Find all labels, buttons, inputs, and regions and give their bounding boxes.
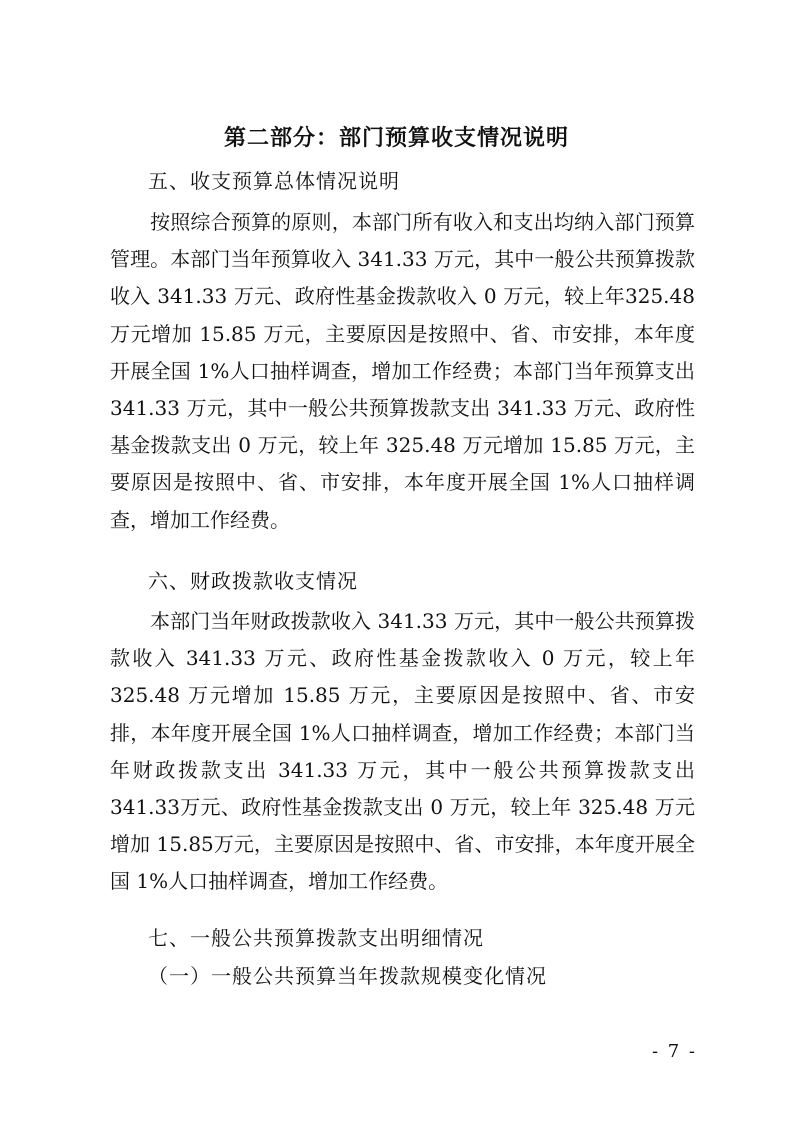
page-number: - 7 - — [651, 1041, 697, 1062]
part-title: 第二部分：部门预算收支情况说明 — [223, 125, 569, 151]
section-heading-7: 七、一般公共预算拨款支出明细情况 — [148, 926, 484, 950]
section-heading-6: 六、财政拨款收支情况 — [148, 569, 358, 593]
section-paragraph-5: 按照综合预算的原则，本部门所有收入和支出均纳入部门预算管理。本部门当年预算收入 341.33 万元，其中一般公共预算拨款收入 341.33 万元、政府性基金拨款收入 0 万元，较上年325.48 万元增加 15.85 万元，主要原因是按照中、省、市安排，本年度开展全国 1%人口抽样调查，增加工作经费；本部门当年预算支出 341.33 万元，其中一般公共预算拨款支出 341.33 万元、政府性基金拨款支出 0 万元，较上年 325.48 万元增加 15.85 万元，主要原因是按照中、省、市安排，本年度开展全国 1%人口抽样调查，增加工作经费。 — [110, 210, 695, 532]
section-paragraph-6: 本部门当年财政拨款收入 341.33 万元，其中一般公共预算拨款收入 341.33 万元、政府性基金拨款收入 0 万元，较上年325.48 万元增加 15.85 万元，主要原因是按照中、省、市安排，本年度开展全国 1%人口抽样调查，增加工作经费；本部门当年财政拨款支出 341.33 万元，其中一般公共预算拨款支出 341.33万元、政府性基金拨款支出 0 万元，较上年 325.48 万元增加 15.85万元，主要原因是按照中、省、市安排，本年度开展全国 1%人口抽样调查，增加工作经费。 — [110, 609, 695, 894]
section-heading-5: 五、收支预算总体情况说明 — [148, 169, 400, 193]
section-subheading-7-1: （一）一般公共预算当年拨款规模变化情况 — [148, 964, 547, 988]
